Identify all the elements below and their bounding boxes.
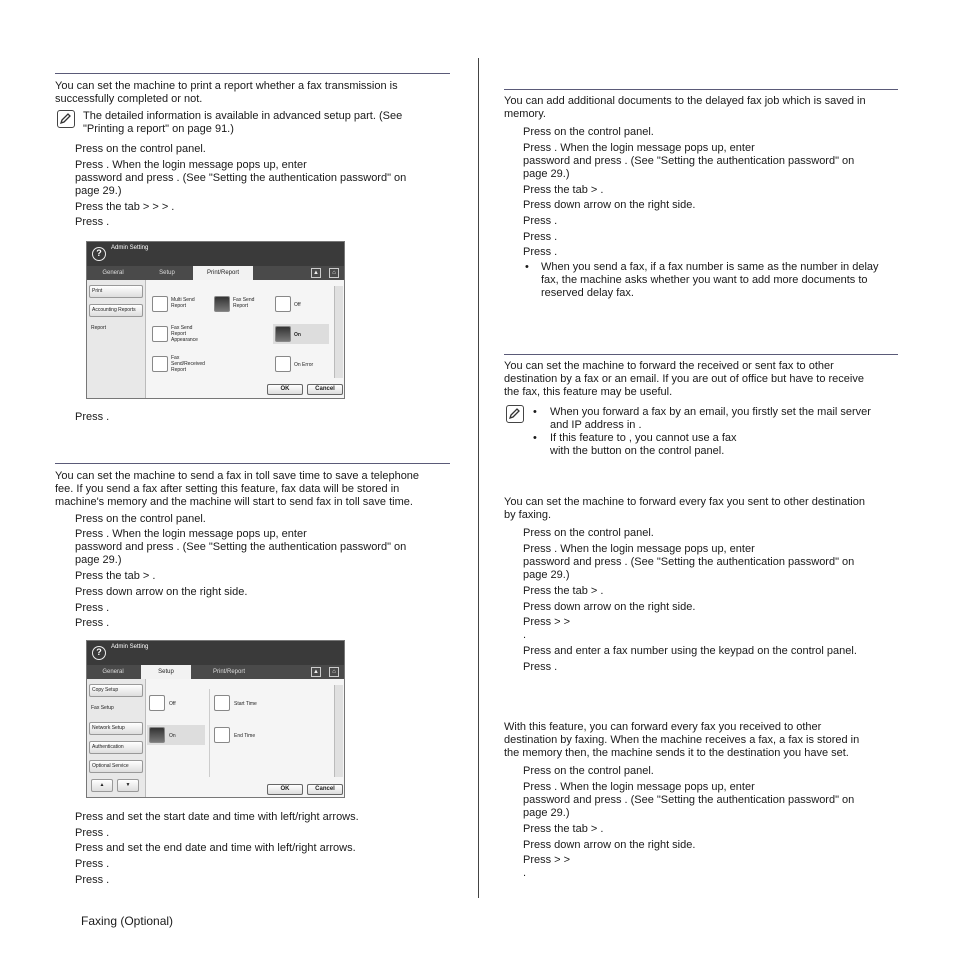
step-text: Press . [75, 602, 110, 614]
section-intro: You can set the machine to send a fax in toll save time to save a telephone fee. If you send a fax after setting this feature, fax data will be stored in machine's memory and the machine will start to send fax in toll save time. [55, 470, 420, 508]
side-fax-setup[interactable]: Fax Setup [91, 705, 114, 711]
option-button[interactable] [149, 727, 165, 743]
section-rule [55, 463, 450, 464]
section-rule [504, 354, 898, 355]
step-text: Press . [523, 215, 558, 227]
job-status-icon[interactable]: ▲ [311, 667, 321, 677]
section-intro: With this feature, you can forward every fax you received to other destination by faxing. When the machine receives a fax, a fax is stored in the memory then, the machine sends it to the destination you have set. [504, 721, 860, 759]
value-label: Off [294, 302, 301, 308]
column-divider [478, 58, 479, 898]
side-optional-service[interactable]: Optional Service [89, 760, 143, 773]
option-label: Fax Send Report Appearance [171, 325, 198, 343]
option-label: On [169, 733, 176, 739]
step-text: Press . [75, 858, 110, 870]
step-text: Press the tab > . [75, 570, 156, 582]
step-text: Press . [75, 874, 110, 886]
option-button[interactable] [149, 695, 165, 711]
step-text: Press down arrow on the right side. [523, 199, 696, 211]
step-text: Press down arrow on the right side. [523, 839, 696, 851]
step-text: Press . [75, 617, 110, 629]
step-text: Press . [523, 661, 558, 673]
step-text: Press on the control panel. [523, 126, 654, 138]
home-icon[interactable]: ⌂ [329, 667, 339, 677]
step-text: Press on the control panel. [523, 527, 654, 539]
page-footer: Faxing (Optional) [81, 914, 174, 928]
option-label: Off [169, 701, 176, 707]
note-text: The detailed information is available in advanced setup part. (See "Printing a report" on page 91.) [83, 110, 403, 135]
section-intro: You can set the machine to print a report whether a fax transmission is successfully completed or not. [55, 80, 398, 105]
help-icon[interactable]: ? [92, 646, 106, 660]
admin-setting-screen [86, 640, 345, 798]
down-arrow-button[interactable]: ▼ [117, 779, 139, 792]
step-text: Press the tab > . [523, 823, 604, 835]
section-intro: You can set the machine to forward every fax you sent to other destination by faxing. [504, 496, 865, 521]
step-text: Press . [523, 246, 558, 258]
side-report[interactable]: Report [91, 325, 107, 331]
section-rule [504, 89, 898, 90]
option-button[interactable] [214, 695, 230, 711]
option-button[interactable] [214, 727, 230, 743]
bullet-text: If this feature to , you cannot use a fax with the button on the control panel. [550, 432, 737, 457]
admin-setting-screen [86, 241, 345, 399]
step-text: Press . When the login message pops up, enter password and press . (See "Setting the authentication password" on page 29.) [75, 159, 407, 197]
note-icon [57, 110, 75, 128]
tab-setup[interactable]: Setup [159, 270, 175, 276]
cancel-button[interactable]: Cancel [307, 784, 343, 795]
screen-title: Admin Setting [111, 245, 149, 251]
job-status-icon[interactable]: ▲ [311, 268, 321, 278]
step-text: Press > > . [523, 616, 571, 641]
step-text: Press . [523, 231, 558, 243]
side-print[interactable]: Print [89, 285, 143, 298]
value-label: On [294, 332, 301, 338]
step-text: Press > > . [523, 854, 571, 879]
step-text: Press down arrow on the right side. [75, 586, 248, 598]
step-text: Press down arrow on the right side. [523, 601, 696, 613]
side-copy-setup[interactable]: Copy Setup [89, 684, 143, 697]
step-text: Press and set the end date and time with left/right arrows. [75, 842, 356, 854]
scrollbar[interactable] [334, 685, 343, 777]
option-label: Multi Send Report [171, 297, 195, 309]
step-text: Press . When the login message pops up, enter password and press . (See "Setting the authentication password" on page 29.) [523, 543, 855, 581]
value-button[interactable] [275, 326, 291, 342]
tab-print-report[interactable]: Print/Report [212, 669, 245, 675]
step-text: Press . When the login message pops up, enter password and press . (See "Setting the authentication password" on page 29.) [523, 142, 855, 180]
side-authentication[interactable]: Authentication [89, 741, 143, 754]
home-icon[interactable]: ⌂ [329, 268, 339, 278]
step-text: Press . [75, 827, 110, 839]
step-text: Press and enter a fax number using the keypad on the control panel. [523, 645, 857, 657]
scrollbar[interactable] [334, 286, 343, 378]
help-icon[interactable]: ? [92, 247, 106, 261]
step-text: Press . When the login message pops up, enter password and press . (See "Setting the authentication password" on page 29.) [523, 781, 855, 819]
step-text: Press on the control panel. [523, 765, 654, 777]
section-rule [55, 73, 450, 74]
step-text: Press on the control panel. [75, 143, 206, 155]
up-arrow-button[interactable]: ▲ [91, 779, 113, 792]
step-text: Press the tab > . [523, 585, 604, 597]
value-button[interactable] [275, 296, 291, 312]
value-button[interactable] [275, 356, 291, 372]
option-button[interactable] [214, 296, 230, 312]
bullet-dot: • [533, 432, 537, 444]
note-icon [506, 405, 524, 423]
section-intro: You can set the machine to forward the received or sent fax to other destination by a fax or an email. If you are out of office but have to receive the fax, this feature may be useful. [504, 360, 864, 398]
step-text: Press and set the start date and time with left/right arrows. [75, 811, 359, 823]
side-network-setup[interactable]: Network Setup [89, 722, 143, 735]
step-text: Press . When the login message pops up, enter password and press . (See "Setting the authentication password" on page 29.) [75, 528, 407, 566]
bullet-dot: • [525, 261, 529, 273]
section-intro: You can add additional documents to the delayed fax job which is saved in memory. [504, 95, 866, 120]
screen-title: Admin Setting [111, 644, 149, 650]
step-text: Press the tab > > > . [75, 201, 175, 213]
option-button[interactable] [152, 356, 168, 372]
ok-button[interactable]: OK [267, 384, 303, 395]
option-label: Fax Send Report [233, 297, 255, 309]
option-button[interactable] [152, 296, 168, 312]
side-accounting-reports[interactable]: Accounting Reports [89, 304, 143, 317]
bullet-dot: • [533, 406, 537, 418]
step-text: Press the tab > . [523, 184, 604, 196]
tab-general[interactable]: General [102, 669, 124, 675]
option-button[interactable] [152, 326, 168, 342]
bullet-text: When you send a fax, if a fax number is same as the number in delay fax, the machine asks whether you want to add more documents to reserved delay fax. [541, 261, 879, 299]
step-text: Press on the control panel. [75, 513, 206, 525]
cancel-button[interactable]: Cancel [307, 384, 343, 395]
tab-setup[interactable]: Setup [141, 665, 191, 679]
option-label: Fax Send/Received Report [171, 355, 205, 373]
step-text: Press . [75, 216, 110, 228]
tab-print-report[interactable]: Print/Report [193, 266, 253, 280]
step-text: Press . [75, 411, 110, 423]
value-label: On Error [294, 362, 314, 368]
bullet-text: When you forward a fax by an email, you firstly set the mail server and IP address in . [550, 406, 871, 431]
option-label: End Time [234, 733, 256, 739]
tab-general[interactable]: General [102, 270, 124, 276]
option-label: Start Time [234, 701, 257, 707]
ok-button[interactable]: OK [267, 784, 303, 795]
